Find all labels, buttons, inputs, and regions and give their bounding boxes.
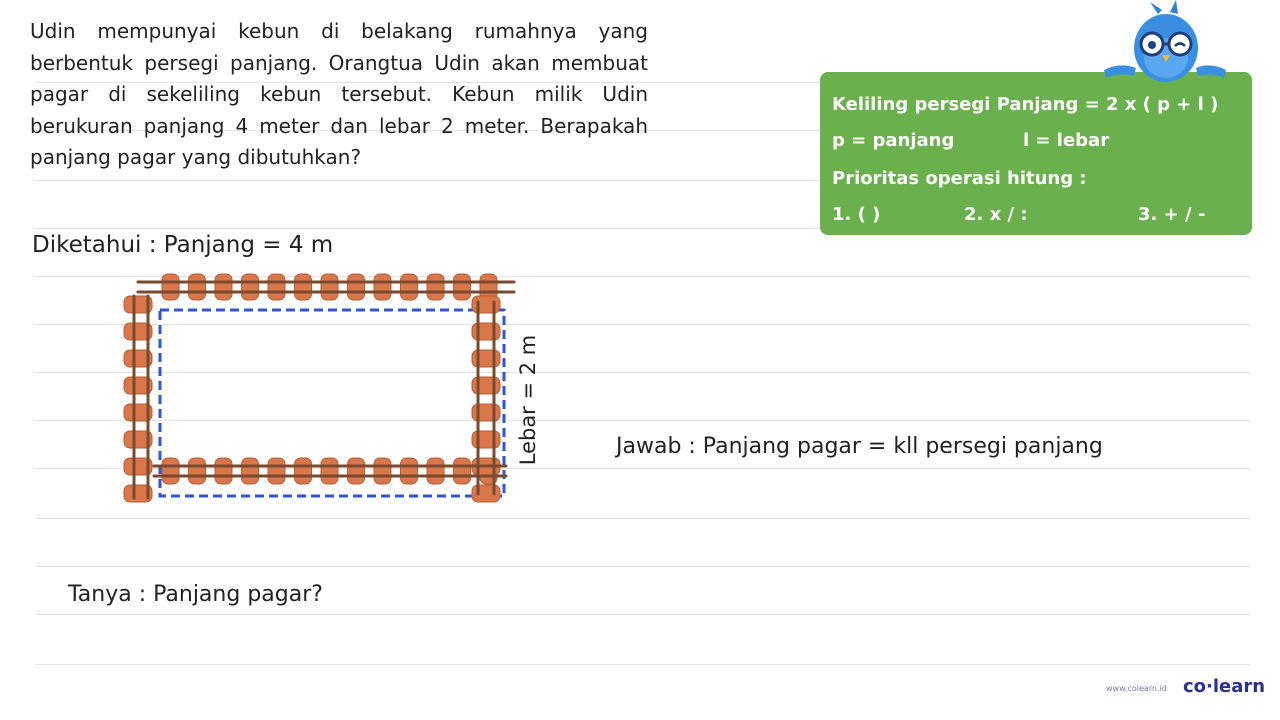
fence-post [268, 274, 285, 300]
fence-post [374, 458, 391, 484]
colearn-logo: co·learn [1183, 676, 1266, 697]
fence-illustration [110, 262, 530, 512]
p-definition: p = panjang [832, 130, 955, 151]
fence-post [472, 296, 500, 313]
formula-box [820, 72, 1252, 235]
keliling-formula: Keliling persegi Panjang = 2 x ( p + l ) [832, 94, 1219, 115]
fence-post [242, 274, 259, 300]
fence-post [472, 377, 500, 394]
lebar-text: Lebar = 2 m [516, 334, 540, 466]
fence-post [268, 458, 285, 484]
fence-post [401, 274, 418, 300]
fence-post [472, 404, 500, 421]
fence-post [189, 458, 206, 484]
fence-post [454, 274, 471, 300]
fence-post [401, 458, 418, 484]
fence-post [454, 458, 471, 484]
fence-post [295, 274, 312, 300]
website-url: www.colearn.id [1106, 684, 1167, 693]
fence-post [189, 274, 206, 300]
jawab-label: Jawab : Panjang pagar = kll persegi panjang [616, 434, 1103, 459]
priority-title: Prioritas operasi hitung : [832, 168, 1087, 189]
fence-post [215, 458, 232, 484]
priority-step-1: 1. ( ) [832, 204, 881, 225]
tanya-label: Tanya : Panjang pagar? [68, 582, 323, 607]
fence-post [472, 350, 500, 367]
fence-post [242, 458, 259, 484]
priority-step-2: 2. x / : [964, 204, 1028, 225]
fence-post [348, 274, 365, 300]
fence-post [321, 458, 338, 484]
fence-post [162, 274, 179, 300]
ruled-line [35, 614, 1250, 615]
l-definition: l = lebar [1023, 130, 1110, 151]
owl-mascot-icon [1100, 0, 1230, 82]
fence-post [472, 485, 500, 502]
fence-post [374, 274, 391, 300]
fence-post [427, 274, 444, 300]
fence-post [321, 274, 338, 300]
ruled-line [35, 664, 1250, 665]
diketahui-label: Diketahui : Panjang = 4 m [32, 232, 334, 258]
fence-post [215, 274, 232, 300]
fence-post [162, 458, 179, 484]
problem-statement: Udin mempunyai kebun di belakang rumahnya yang berbentuk persegi panjang. Orangtua Udin akan membuat pagar di sekeliling kebun tersebut. Kebun milik Udin berukuran panjang 4 meter dan lebar 2 meter. Berapakah panjang pagar yang dibutuhkan? [30, 19, 648, 169]
fence-post [427, 458, 444, 484]
ruled-line [35, 566, 1250, 567]
fence-post [472, 431, 500, 448]
fence-post [295, 458, 312, 484]
fence-post [348, 458, 365, 484]
fence-post [472, 323, 500, 340]
priority-step-3: 3. + / - [1138, 204, 1206, 225]
ruled-line [35, 518, 1250, 519]
